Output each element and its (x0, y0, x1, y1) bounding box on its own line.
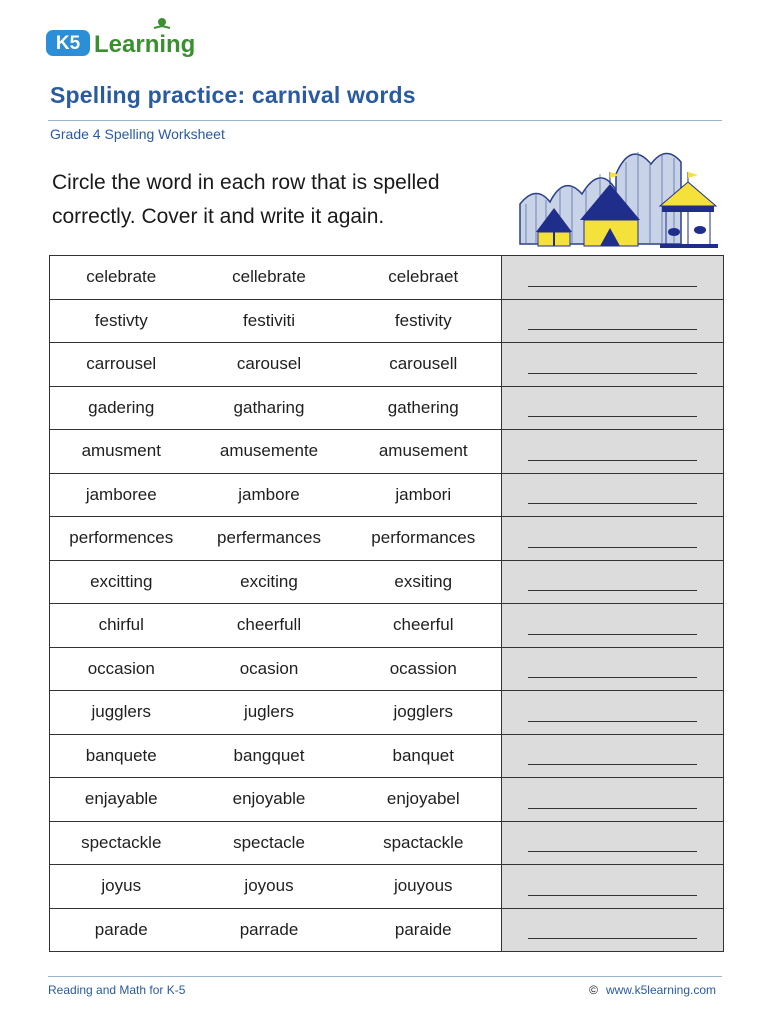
word-choice[interactable]: banquete (50, 734, 193, 778)
answer-line (528, 373, 697, 374)
answer-line (528, 503, 697, 504)
word-choice[interactable]: joyus (50, 865, 193, 909)
word-choice[interactable]: parrade (193, 908, 346, 952)
page-title: Spelling practice: carnival words (50, 82, 416, 108)
word-choice[interactable]: ocassion (346, 647, 502, 691)
answer-cell[interactable] (502, 473, 724, 517)
answer-line (528, 547, 697, 548)
word-choice[interactable]: chirful (50, 604, 193, 648)
word-choice[interactable]: jambore (193, 473, 346, 517)
word-choice[interactable]: jouyous (346, 865, 502, 909)
answer-line (528, 286, 697, 287)
word-choice[interactable]: amusemente (193, 430, 346, 474)
word-choice[interactable]: celebraet (346, 256, 502, 300)
word-choice[interactable]: juglers (193, 691, 346, 735)
table-row (50, 821, 724, 865)
footer-website (589, 983, 716, 997)
word-choice[interactable]: carousell (346, 343, 502, 387)
answer-cell[interactable] (502, 560, 724, 604)
answer-line (528, 677, 697, 678)
word-choice[interactable]: enjoyable (193, 778, 346, 822)
word-choice[interactable]: gadering (50, 386, 193, 430)
word-choice[interactable]: exciting (193, 560, 346, 604)
answer-cell[interactable] (502, 386, 724, 430)
word-choice[interactable]: paraide (346, 908, 502, 952)
word-choice[interactable]: perfermances (193, 517, 346, 561)
table-row (50, 560, 724, 604)
table-row (50, 865, 724, 909)
word-choice[interactable]: festivty (50, 299, 193, 343)
answer-cell[interactable] (502, 343, 724, 387)
table-row (50, 517, 724, 561)
answer-line (528, 851, 697, 852)
word-choice[interactable]: spectacle (193, 821, 346, 865)
answer-cell[interactable] (502, 430, 724, 474)
answer-cell[interactable] (502, 604, 724, 648)
table-row (50, 430, 724, 474)
answer-line (528, 721, 697, 722)
website-url: www.k5learning.com (605, 983, 716, 997)
svg-text:Learning: Learning (94, 31, 196, 58)
table-row (50, 908, 724, 952)
word-choice[interactable]: joyous (193, 865, 346, 909)
instructions-line-1: Circle the word in each row that is spelled (52, 171, 440, 194)
word-choice[interactable]: banquet (346, 734, 502, 778)
answer-line (528, 808, 697, 809)
word-choice[interactable]: performences (50, 517, 193, 561)
table-row (50, 604, 724, 648)
word-choice[interactable]: gathering (346, 386, 502, 430)
word-choice[interactable]: cheerful (346, 604, 502, 648)
answer-cell[interactable] (502, 647, 724, 691)
instructions-line-2: correctly. Cover it and write it again. (52, 205, 385, 228)
word-choice[interactable]: parade (50, 908, 193, 952)
word-choice[interactable]: cheerfull (193, 604, 346, 648)
table-row (50, 778, 724, 822)
word-choice[interactable]: spectackle (50, 821, 193, 865)
answer-cell[interactable] (502, 691, 724, 735)
answer-cell[interactable] (502, 299, 724, 343)
table-row (50, 386, 724, 430)
answer-line (528, 938, 697, 939)
word-choice[interactable]: occasion (50, 647, 193, 691)
table-row (50, 647, 724, 691)
word-choice[interactable]: festiviti (193, 299, 346, 343)
word-choice[interactable]: carrousel (50, 343, 193, 387)
k5-learning-logo (44, 16, 209, 60)
word-choice[interactable]: bangquet (193, 734, 346, 778)
footer-divider (48, 976, 722, 977)
answer-line (528, 329, 697, 330)
word-choice[interactable]: amusment (50, 430, 193, 474)
answer-line (528, 590, 697, 591)
answer-cell[interactable] (502, 734, 724, 778)
answer-cell[interactable] (502, 821, 724, 865)
table-row (50, 299, 724, 343)
table-row (50, 691, 724, 735)
word-choice[interactable]: jogglers (346, 691, 502, 735)
table-row (50, 256, 724, 300)
word-choice[interactable]: festivity (346, 299, 502, 343)
answer-cell[interactable] (502, 778, 724, 822)
answer-cell[interactable] (502, 908, 724, 952)
title-divider (48, 120, 722, 121)
answer-line (528, 634, 697, 635)
answer-line (528, 764, 697, 765)
word-choice[interactable]: enjayable (50, 778, 193, 822)
word-choice[interactable]: jamboree (50, 473, 193, 517)
svg-text:K5: K5 (55, 33, 81, 54)
word-choice[interactable]: jambori (346, 473, 502, 517)
answer-line (528, 895, 697, 896)
table-row (50, 473, 724, 517)
page-subtitle: Grade 4 Spelling Worksheet (50, 126, 225, 142)
table-row (50, 734, 724, 778)
word-choice[interactable]: ocasion (193, 647, 346, 691)
word-choice[interactable]: enjoyabel (346, 778, 502, 822)
word-choice[interactable]: exsiting (346, 560, 502, 604)
spelling-table (49, 255, 724, 952)
answer-line (528, 460, 697, 461)
copyright-symbol: © (589, 983, 598, 997)
word-choice[interactable]: celebrate (50, 256, 193, 300)
answer-cell[interactable] (502, 256, 724, 300)
word-choice[interactable]: gatharing (193, 386, 346, 430)
carnival-illustration (516, 144, 722, 250)
answer-line (528, 416, 697, 417)
answer-cell[interactable] (502, 517, 724, 561)
word-choice[interactable]: excitting (50, 560, 193, 604)
footer-tagline: Reading and Math for K-5 (48, 983, 186, 997)
word-choice[interactable]: jugglers (50, 691, 193, 735)
word-choice[interactable]: performances (346, 517, 502, 561)
word-choice[interactable]: amusement (346, 430, 502, 474)
word-choice[interactable]: carousel (193, 343, 346, 387)
table-row (50, 343, 724, 387)
word-choice[interactable]: spactackle (346, 821, 502, 865)
word-choice[interactable]: cellebrate (193, 256, 346, 300)
instructions (52, 166, 522, 234)
answer-cell[interactable] (502, 865, 724, 909)
